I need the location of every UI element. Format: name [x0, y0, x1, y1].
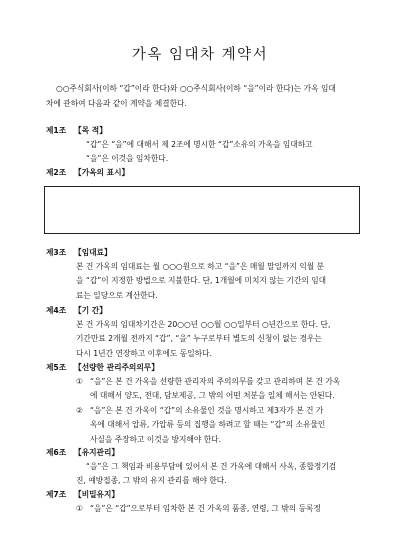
- article-number: 제4조: [46, 306, 67, 315]
- article-3: [46, 246, 366, 303]
- article-line: “갑”은 “을”에 대해서 제 2조에 명시한 “갑”소유의 가옥을 임대하고: [86, 140, 313, 149]
- document-title: 가옥 임대차 계약서: [131, 47, 269, 63]
- article-title: 【목 적】: [74, 126, 107, 135]
- article-line: “을”은 이것을 임차한다.: [86, 154, 169, 164]
- article-number: 제7조: [46, 490, 67, 499]
- item-line: 사실을 주장하고 이것을 방지해야 한다.: [90, 434, 222, 444]
- article-line: 본 건 가옥의 임대차기간은 20○○년 ○○월 ○○일부터 ○년간으로 한다. 단,: [76, 320, 331, 329]
- article-6: [46, 446, 366, 489]
- item-line: “을”은 본 건 가옥을 선량한 관리자의 주의의무를 갖고 관리하며 본 건 가옥: [90, 377, 341, 386]
- item-line: 에 대해서 양도, 전대, 담보제공, 그 밖의 어떤 처분을 일체 해서는 안된다.: [90, 391, 335, 401]
- article-title: 【기 간】: [74, 306, 107, 315]
- article-number: 제5조: [46, 363, 67, 372]
- intro-paragraph: [46, 82, 366, 111]
- article-7: [46, 488, 366, 516]
- numbered-item: [76, 375, 366, 404]
- intro-line: ○○주식회사(이하 “갑”이라 한다)와 ○○주식회사(이하 “을”이라 한다)는 가옥 임대: [56, 84, 336, 93]
- intro-line: 차에 관하여 다음과 같이 계약을 체결한다.: [46, 98, 187, 108]
- article-title: 【비밀유지】: [74, 490, 120, 499]
- item-marker: ①: [76, 504, 83, 513]
- article-line: “을”은 그 책임과 비용부담에 있어서 본 건 가옥에 대해서 사옥, 종합정기검: [86, 462, 337, 471]
- article-number: 제2조: [46, 168, 67, 177]
- article-title: 【가옥의 표시】: [74, 168, 130, 177]
- item-marker: ①: [76, 377, 83, 386]
- property-description-box: [44, 186, 360, 234]
- article-line: 기간만료 2개월 전까지 “갑”, “을” 누구로부터 별도의 신청이 없는 경우는: [76, 334, 322, 344]
- item-line: 옥에 대해서 압류, 가압류 등의 집행을 하려고 할 때는 “갑”의 소유물인: [90, 420, 326, 430]
- article-line: 진, 예방접종, 그 밖의 유지 관리를 해야 한다.: [76, 476, 227, 486]
- article-5: [46, 361, 366, 447]
- item-line: “을”은 본 건 가옥이 “갑”의 소유물인 것을 명시하고 제3자가 본 건 가: [90, 405, 324, 415]
- article-1: [46, 124, 366, 167]
- numbered-item: [76, 502, 366, 516]
- article-2: [46, 166, 366, 180]
- article-title: 【유지관리】: [74, 448, 120, 457]
- article-title: 【임대료】: [74, 248, 112, 257]
- article-number: 제1조: [46, 126, 67, 135]
- item-line: “을”은 “갑”으로부터 임차한 본 건 가옥의 품종, 연령, 그 밖의 등록정: [90, 504, 321, 513]
- article-4: [46, 304, 366, 361]
- article-line: 료는 일당으로 계산한다.: [76, 290, 158, 300]
- item-marker: ②: [76, 405, 83, 415]
- article-title: 【선량한 관리주의의무】: [74, 363, 159, 372]
- article-line: 본 건 가옥의 임대료는 월 ○○○원으로 하고 “을”은 매월 말일까지 익월 분: [76, 262, 325, 271]
- numbered-item: [76, 404, 366, 447]
- article-number: 제6조: [46, 448, 67, 457]
- article-number: 제3조: [46, 248, 67, 257]
- article-line: 을 “갑”이 지정한 방법으로 지불한다. 단, 1개월에 미치지 않는 기간의 임대: [76, 276, 327, 286]
- article-line: 다시 1년간 연장하고 이후에도 동일하다.: [76, 348, 212, 358]
